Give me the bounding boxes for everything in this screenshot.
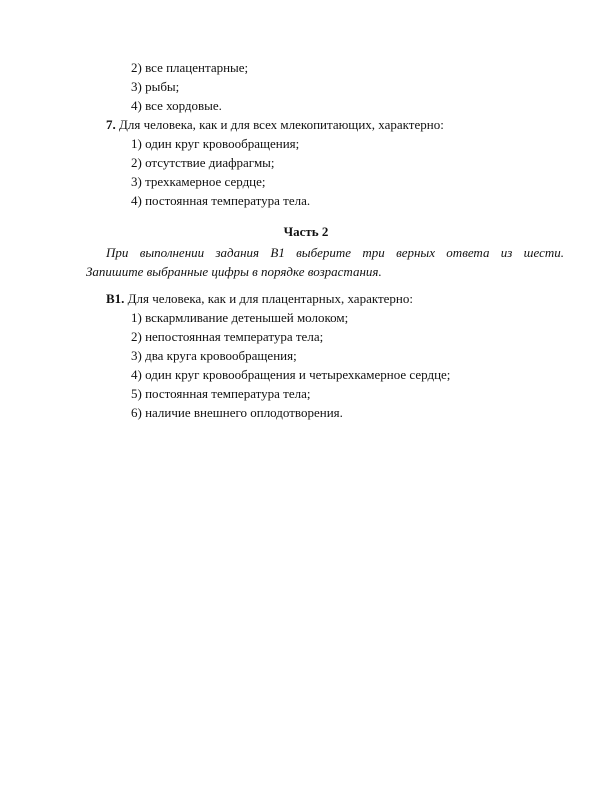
q7-option: 2) отсутствие диафрагмы; (131, 155, 275, 170)
q7-option: 3) трехкамерное сердце; (131, 174, 266, 189)
b1-option: 2) непостоянная температура тела; (131, 329, 324, 344)
b1-option: 3) два круга кровообращения; (131, 348, 297, 363)
q6-option: 2) все плацентарные; (131, 60, 249, 75)
q6-option: 3) рыбы; (131, 79, 180, 94)
question-7-number: 7. (106, 117, 116, 132)
part-2-heading: Часть 2 (283, 224, 329, 239)
question-b1-text: Для человека, как и для плацентарных, характерно: (127, 291, 413, 306)
b1-option: 1) вскармливание детенышей молоком; (131, 310, 349, 325)
question-6-options (0, 58, 612, 115)
question-b1 (0, 289, 612, 422)
instruction-line-1: При выполнении задания В1 выберите три верных ответа из шести. (106, 245, 564, 260)
question-7 (0, 115, 612, 210)
b1-option: 4) один круг кровообращения и четырехкамерное сердце; (131, 367, 451, 382)
instruction-line-2: Запишите выбранные цифры в порядке возрастания. (86, 264, 382, 279)
question-7-stem (0, 115, 612, 134)
question-7-text: Для человека, как и для всех млекопитающих, характерно: (119, 117, 444, 132)
q7-option: 1) один круг кровообращения; (131, 136, 300, 151)
question-b1-stem (0, 289, 612, 308)
b1-option: 6) наличие внешнего оплодотворения. (131, 405, 343, 420)
q6-option: 4) все хордовые. (131, 98, 222, 113)
question-b1-number: В1. (106, 291, 125, 306)
b1-option: 5) постоянная температура тела; (131, 386, 311, 401)
q7-option: 4) постоянная температура тела. (131, 193, 311, 208)
part-2-instruction (86, 243, 564, 281)
